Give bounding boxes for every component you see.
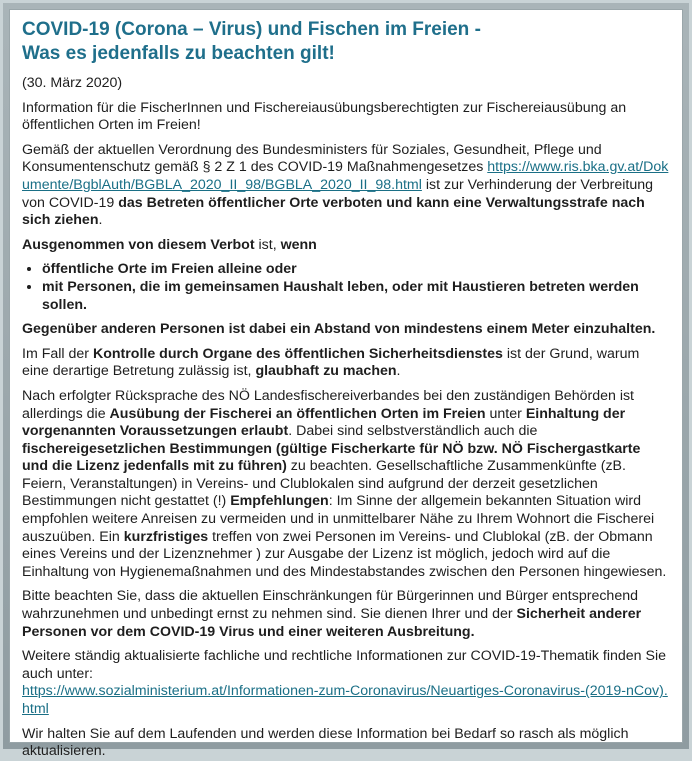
article-date: (30. März 2020): [22, 75, 123, 91]
title-line-2: Was es jedenfalls zu beachten gilt!: [22, 43, 335, 64]
further-info-paragraph: [22, 648, 670, 718]
text: unter: [485, 405, 526, 422]
bold-text: Kontrolle durch Organe des öffentlichen Sicherheitsdienstes: [92, 345, 503, 362]
bold-text: Gegenüber anderen Personen ist dabei ein Abstand von mindestens einem Meter einzuhalten.: [22, 321, 656, 338]
text: Weitere ständig aktualisierte fachliche und rechtliche Informationen zur COVID-19-Thematik finden Sie auch unter:: [22, 648, 667, 682]
regulation-paragraph: [22, 142, 670, 230]
text: ist zur Verhinderung der Verbreitung von COVID-19: [22, 176, 653, 211]
intro-paragraph: Information für die FischerInnen und Fischereiausübungsberechtigten zur Fischereiausübung an öffentlichen Orten im Freien!: [22, 99, 627, 134]
text: Im Fall der: [22, 345, 93, 362]
text: ist der Grund, warum eine derartige Betretung zulässig ist,: [22, 345, 640, 380]
bold-text: Empfehlungen: [230, 493, 329, 510]
text: . Dabei sind selbstverständlich auch die: [288, 423, 538, 440]
list-item: [42, 261, 670, 279]
text: Bitte beachten Sie, dass die aktuellen Einschränkungen für Bürgerinnen und Bürger entsprechend wahrzunehmen und unbedingt ernst zu nehmen sind. Sie dienen Ihrer und der: [22, 588, 638, 623]
bold-text: glaubhaft zu machen: [255, 363, 397, 380]
distance-paragraph: [22, 321, 670, 339]
title-line-1: COVID-19 (Corona – Virus) und Fischen im Freien -: [22, 19, 481, 40]
article-title: [22, 18, 670, 66]
bold-text: wenn: [280, 236, 317, 253]
sozialministerium-link[interactable]: https://www.sozialministerium.at/Informationen-zum-Coronavirus/Neuartiges-Coronavirus-(2019-nCov).html: [22, 683, 668, 717]
bold-text: Sicherheit anderer Personen vor dem COVID-19 Virus und einer weiteren Ausbreitung.: [22, 606, 642, 640]
ris-regulation-link[interactable]: https://www.ris.bka.gv.at/Dokumente/BgblAuth/BGBLA_2020_II_98/BGBLA_2020_II_98.html: [22, 159, 669, 193]
bold-text: Ausübung der Fischerei an öffentlichen Orten im Freien: [109, 405, 486, 422]
bold-text: Ausgenommen von diesem Verbot: [22, 236, 255, 253]
bold-text: öffentliche Orte im Freien alleine oder: [42, 261, 297, 278]
bold-text: das Betreten öffentlicher Orte verboten und kann eine Verwaltungsstrafe nach sich ziehen: [22, 194, 645, 229]
text: .: [98, 212, 103, 229]
text: .: [396, 363, 401, 380]
fishing-rules-paragraph: [22, 388, 670, 582]
exception-paragraph: [22, 237, 670, 255]
text: : Im Sinne der allgemein bekannten Situation wird empfohlen weitere Anreisen zu vermeiden und in unmittelbarer Nähe zu Ihrem Wohnort die Fischerei auszuüben. Ein: [22, 493, 655, 545]
exception-list: [22, 261, 670, 314]
text: treffen von zwei Personen im Vereins- und Clublokal (zB. der Obmann eines Vereins und der Lizenznehmer ) zur Ausgabe der Lizenz ist möglich, jedoch wird auf die Einhaltung von Hygienemaßnahmen und des Mindestabstandes zwischen den Personen hingewiesen.: [22, 528, 667, 580]
bold-text: kurzfristiges: [123, 528, 209, 545]
list-item: [42, 279, 670, 314]
bold-text: mit Personen, die im gemeinsamen Haushalt leben, oder mit Haustieren betreten werden sollen.: [42, 278, 639, 313]
closing-paragraph: Wir halten Sie auf dem Laufenden und werden diese Information bei Bedarf so rasch als möglich aktualisieren.: [22, 725, 629, 760]
text: ist,: [254, 236, 281, 253]
page-frame: [3, 3, 689, 760]
control-paragraph: [22, 346, 670, 381]
bold-text: Einhaltung der vorgenannten Voraussetzungen erlaubt: [22, 405, 626, 440]
bold-text: fischereigesetzlichen Bestimmungen (gültige Fischerkarte für NÖ bzw. NÖ Fischergastkarte und die Lizenz jedenfalls mit zu führen): [22, 440, 641, 475]
text: Gemäß der aktuellen Verordnung des Bundesministers für Soziales, Gesundheit, Pflege und Konsumentenschutz gemäß § 2 Z 1 des COVID-19 Maßnahmengesetzes: [22, 141, 602, 176]
text: zu beachten. Gesellschaftliche Zusammenkünfte (zB. Feiern, Veranstaltungen) in Vereins- und Clublokalen sind aufgrund der derzeit gesetzlichen Bestimmungen nicht gestattet (!): [22, 458, 626, 510]
restrictions-paragraph: [22, 588, 670, 641]
text: Nach erfolgter Rücksprache des NÖ Landesfischereiverbandes bei den zuständigen Behörden ist allerdings die: [22, 387, 635, 422]
article-card: [9, 9, 683, 760]
